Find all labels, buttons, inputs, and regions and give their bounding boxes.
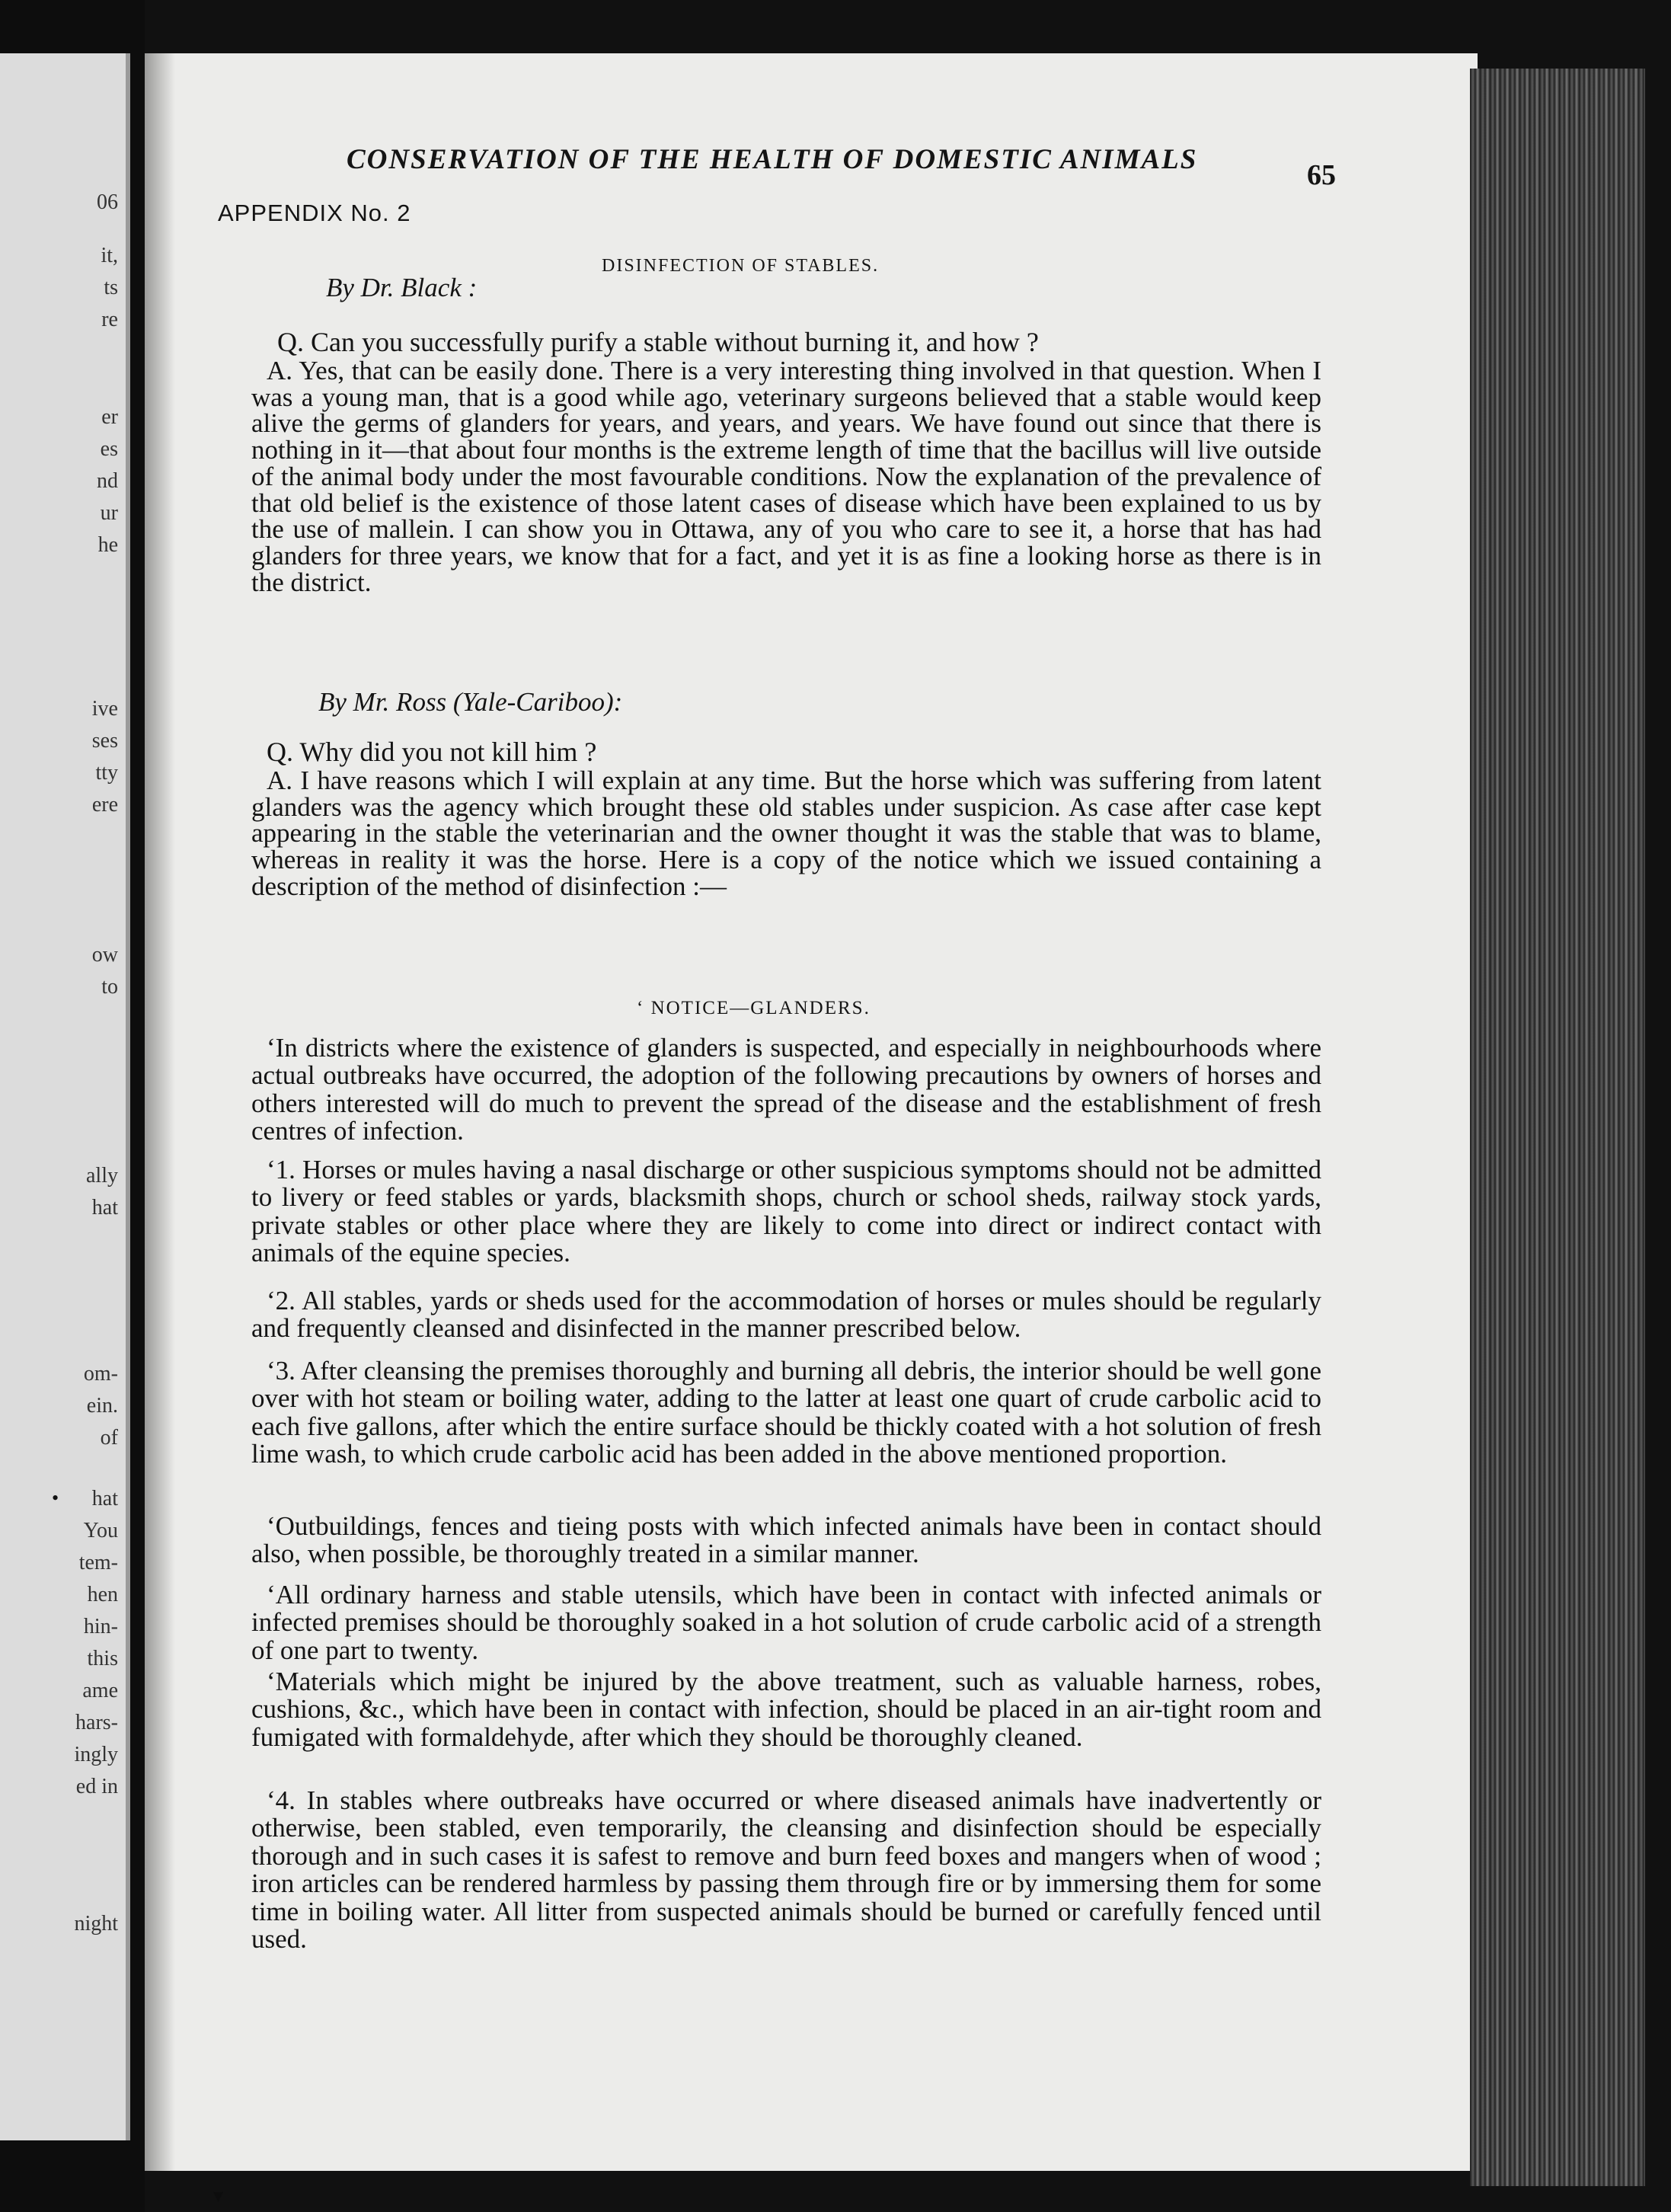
facing-page-fragment: ur bbox=[100, 501, 118, 525]
speaker-label: By Dr. Black : bbox=[326, 273, 478, 302]
facing-page-fragment: es bbox=[100, 437, 118, 461]
answer-paragraph: A. I have reasons which I will explain at any time. But the horse which was suffering from latent glanders was the agency which brought these old stables under suspicion. As case after case kept appearing in the stable the veterinarian and the owner thought it was the stable that was to blame, whereas in reality it was the horse. Here is a copy of the notice which we issued containing a description of the method of disinfection :— bbox=[251, 766, 1321, 901]
facing-page-fragment: tty bbox=[95, 761, 118, 785]
facing-page-fragment: hat bbox=[91, 1487, 118, 1510]
question: Q. Why did you not kill him ? bbox=[267, 737, 597, 767]
scan-speck: • bbox=[52, 1487, 59, 1509]
running-head: CONSERVATION OF THE HEALTH OF DOMESTIC ANIMALS bbox=[347, 144, 1198, 175]
facing-page-edge bbox=[0, 53, 130, 2140]
facing-page-fragment: to bbox=[101, 975, 118, 999]
facing-page-fragment: ow bbox=[91, 943, 118, 967]
facing-page-fragment: hat bbox=[91, 1196, 118, 1219]
gutter-shadow bbox=[145, 53, 175, 2171]
page-stack-edge bbox=[1470, 69, 1645, 2186]
facing-page-fragment: om- bbox=[83, 1362, 118, 1386]
speaker-label: By Mr. Ross (Yale-Cariboo): bbox=[318, 687, 623, 717]
scan-speck: ▾ bbox=[213, 2185, 224, 2207]
facing-page-fragment: ts bbox=[104, 276, 118, 299]
notice-intro: ‘In districts where the existence of glanders is suspected, and especially in neighbourhoods where actual outbreaks have occurred, the adoption of the following precautions by owners of horses and others interested will do much to prevent the spread of the disease and the establishment of fresh centres of infection. bbox=[251, 1033, 1321, 1146]
facing-page-fragment: ame bbox=[82, 1679, 118, 1702]
notice-item-1: ‘1. Horses or mules having a nasal discharge or other suspicious symptoms should not be admitted to livery or feed stables or yards, blacksmith shops, church or school sheds, railway stock yards, private stables or other place where they are likely to come into direct or indirect contact with animals of the equine species. bbox=[251, 1155, 1321, 1268]
facing-page-fragment: er bbox=[101, 405, 118, 429]
facing-page-fragment: this bbox=[87, 1647, 118, 1670]
facing-page-fragment: ive bbox=[91, 697, 118, 721]
answer-paragraph: A. Yes, that can be easily done. There is a very interesting thing involved in that question. When I was a young man, that is a good while ago, veterinary surgeons believed that a stable would keep alive the germs of glanders for years, and years, and years. We have found out since that there is nothing in it—that about four months is the extreme length of time that the bacillus will live outside of the animal body under the most favourable conditions. Now the explanation of the prevalence of that old belief is the existence of those latent cases of disease which have been explained to us by the use of mallein. I can show you in Ottawa, any of you who care to see it, a horse that has had glanders for three years, we know that for a fact, and yet it is as fine a looking horse as there is in the district. bbox=[251, 356, 1321, 597]
notice-title: ‘ NOTICE—GLANDERS. bbox=[637, 998, 871, 1018]
facing-page-fragment: ein. bbox=[86, 1394, 118, 1418]
facing-page-fragment: re bbox=[101, 308, 118, 331]
appendix-label: APPENDIX No. 2 bbox=[218, 200, 411, 226]
facing-page-fragment: ingly bbox=[74, 1743, 118, 1766]
facing-page-fragment: ed in bbox=[75, 1775, 118, 1798]
facing-page-fragment: of bbox=[100, 1426, 118, 1450]
facing-page-fragment: ally bbox=[86, 1164, 118, 1188]
section-title: DISINFECTION OF STABLES. bbox=[602, 256, 880, 276]
notice-outbuildings: ‘Outbuildings, fences and tieing posts with which infected animals have been in contact should also, when possible, be thoroughly treated in a similar manner. bbox=[251, 1511, 1321, 1569]
facing-page-fragment: tem- bbox=[78, 1551, 118, 1574]
facing-page-fragment: You bbox=[83, 1519, 118, 1542]
facing-page-fragment: hen bbox=[87, 1583, 118, 1606]
notice-harness: ‘All ordinary harness and stable utensils, which have been in contact with infected animals or infected premises should be thoroughly soaked in a hot solution of crude carbolic acid of a strength of one part to twenty. bbox=[251, 1580, 1321, 1665]
facing-page-fragment: he bbox=[97, 533, 118, 557]
facing-page-fragment: hars- bbox=[75, 1711, 118, 1734]
facing-page-fragment: hin- bbox=[83, 1615, 118, 1638]
notice-materials: ‘Materials which might be injured by the above treatment, such as valuable harness, robes, cushions, &c., which have been in contact with infection, should be placed in an air-tight room and fumigated with formaldehyde, after which they should be thoroughly cleaned. bbox=[251, 1667, 1321, 1752]
facing-page-fragment: night bbox=[74, 1912, 118, 1936]
facing-page-fragment: 06 bbox=[97, 190, 118, 214]
facing-page-fragment: it, bbox=[101, 244, 118, 267]
facing-page-fragment: nd bbox=[97, 469, 118, 493]
page-number: 65 bbox=[1307, 159, 1336, 191]
notice-item-2: ‘2. All stables, yards or sheds used for the accommodation of horses or mules should be regularly and frequently cleansed and disinfected in the manner prescribed below. bbox=[251, 1286, 1321, 1344]
notice-item-4: ‘4. In stables where outbreaks have occurred or where diseased animals have inadvertently or otherwise, been stabled, even temporarily, the cleansing and disinfection should be especially thorough and in such cases it is safest to remove and burn feed boxes and mangers when of wood ; iron articles can be rendered harmless by passing them through fire or by immersing them for some time in boiling water. All litter from suspected animals should be burned or carefully fenced until used. bbox=[251, 1785, 1321, 1955]
facing-page-fragment: ses bbox=[91, 729, 118, 753]
question: Q. Can you successfully purify a stable without burning it, and how ? bbox=[277, 327, 1039, 357]
facing-page-fragment: ere bbox=[91, 793, 118, 817]
notice-item-3: ‘3. After cleansing the premises thoroughly and burning all debris, the interior should be well gone over with hot steam or boiling water, adding to the latter at least one quart of crude carbolic acid to each five gallons, after which the entire surface should be thickly coated with a hot solution of fresh lime wash, to which crude carbolic acid has been added in the above mentioned proportion. bbox=[251, 1356, 1321, 1469]
